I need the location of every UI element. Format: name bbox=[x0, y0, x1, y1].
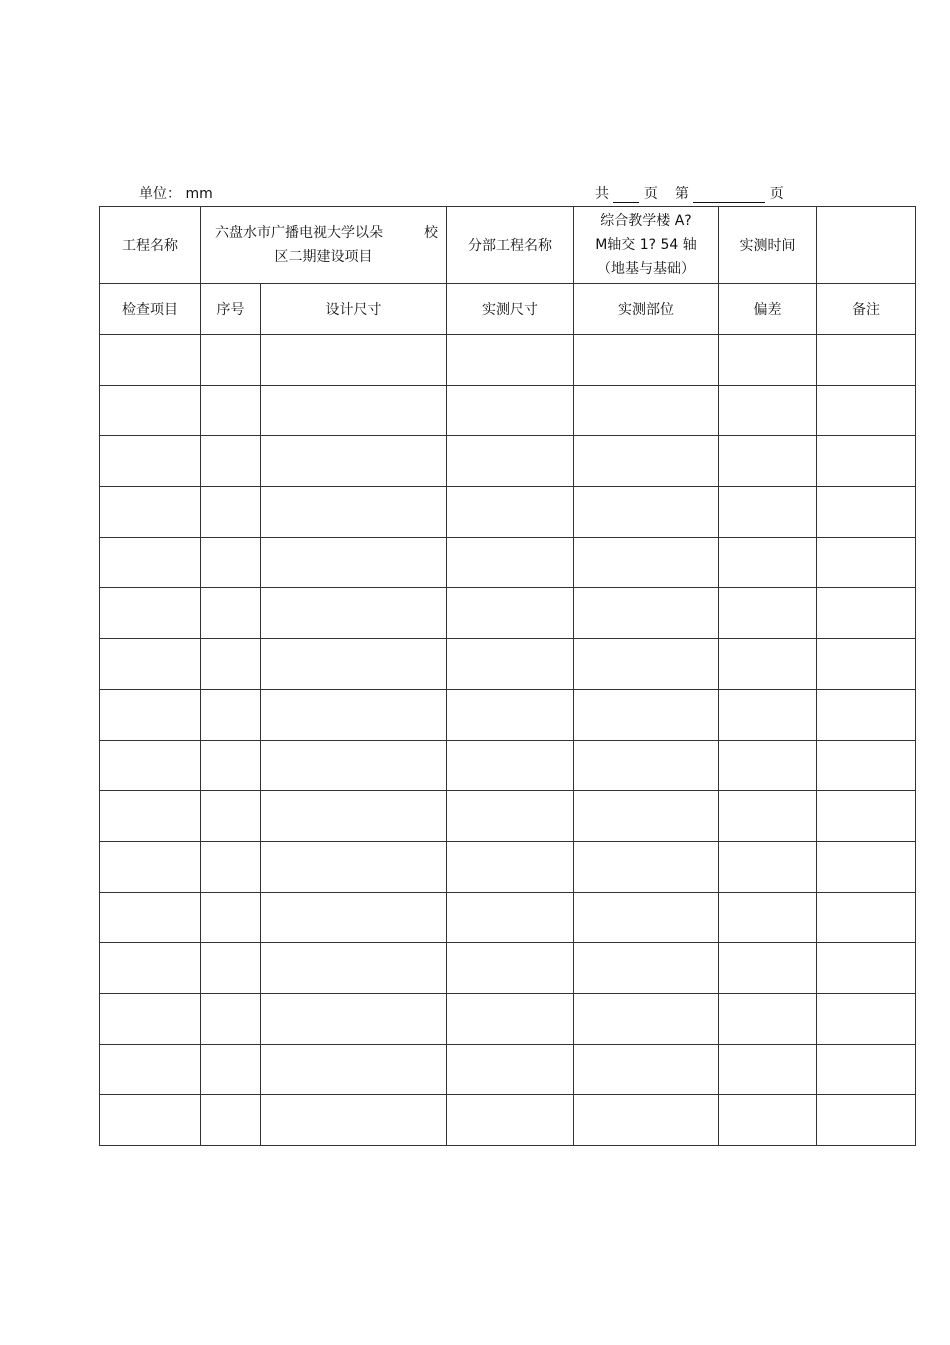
table-cell[interactable] bbox=[447, 436, 574, 487]
current-page-blank[interactable] bbox=[693, 188, 765, 203]
current-label: 第 bbox=[674, 186, 689, 202]
table-cell[interactable] bbox=[574, 841, 719, 892]
project-name-label: 工程名称 bbox=[100, 207, 201, 284]
table-cell[interactable] bbox=[261, 1095, 447, 1146]
table-cell[interactable] bbox=[447, 943, 574, 994]
table-row bbox=[100, 487, 916, 538]
table-cell[interactable] bbox=[574, 487, 719, 538]
table-cell[interactable] bbox=[574, 740, 719, 791]
total-pages-blank[interactable] bbox=[613, 188, 639, 203]
table-cell[interactable] bbox=[201, 335, 261, 386]
table-cell[interactable] bbox=[817, 1095, 916, 1146]
column-header: 备注 bbox=[817, 284, 916, 335]
project-name-line2: 区二期建设项目 bbox=[274, 249, 373, 265]
table-cell[interactable] bbox=[574, 943, 719, 994]
project-name-part2: 校 bbox=[424, 225, 438, 241]
table-cell[interactable] bbox=[817, 335, 916, 386]
table-cell[interactable] bbox=[574, 1095, 719, 1146]
table-cell[interactable] bbox=[261, 385, 447, 436]
table-cell[interactable] bbox=[817, 436, 916, 487]
table-cell[interactable] bbox=[719, 639, 817, 690]
table-cell[interactable] bbox=[447, 993, 574, 1044]
table-cell[interactable] bbox=[100, 943, 201, 994]
table-row bbox=[100, 385, 916, 436]
table-cell[interactable] bbox=[201, 841, 261, 892]
table-cell[interactable] bbox=[100, 689, 201, 740]
table-cell[interactable] bbox=[201, 689, 261, 740]
info-row bbox=[100, 207, 916, 284]
project-name-part1: 六盘水市广播电视大学以朵 bbox=[215, 225, 383, 241]
table-cell[interactable] bbox=[100, 892, 201, 943]
column-header: 偏差 bbox=[719, 284, 817, 335]
table-cell[interactable] bbox=[100, 1044, 201, 1095]
table-cell[interactable] bbox=[817, 791, 916, 842]
table-cell[interactable] bbox=[201, 639, 261, 690]
table-cell[interactable] bbox=[201, 791, 261, 842]
sub-project-value bbox=[574, 207, 719, 284]
table-cell[interactable] bbox=[719, 841, 817, 892]
table-cell[interactable] bbox=[261, 436, 447, 487]
table-cell[interactable] bbox=[447, 335, 574, 386]
table-cell[interactable] bbox=[447, 1044, 574, 1095]
table-cell[interactable] bbox=[100, 436, 201, 487]
table-cell[interactable] bbox=[261, 588, 447, 639]
table-cell[interactable] bbox=[447, 487, 574, 538]
table-cell[interactable] bbox=[201, 943, 261, 994]
table-cell[interactable] bbox=[201, 487, 261, 538]
table-cell[interactable] bbox=[100, 841, 201, 892]
table-cell[interactable] bbox=[574, 639, 719, 690]
table-cell[interactable] bbox=[201, 1095, 261, 1146]
table-cell[interactable] bbox=[201, 385, 261, 436]
table-cell[interactable] bbox=[817, 689, 916, 740]
table-cell[interactable] bbox=[261, 335, 447, 386]
measure-time-value[interactable] bbox=[817, 207, 916, 284]
table-cell[interactable] bbox=[261, 537, 447, 588]
table-cell[interactable] bbox=[817, 892, 916, 943]
table-cell[interactable] bbox=[100, 993, 201, 1044]
column-header: 检查项目 bbox=[100, 284, 201, 335]
measure-time-label: 实测时间 bbox=[719, 207, 817, 284]
table-row bbox=[100, 689, 916, 740]
table-cell[interactable] bbox=[574, 892, 719, 943]
column-header: 实测尺寸 bbox=[447, 284, 574, 335]
table-cell[interactable] bbox=[201, 1044, 261, 1095]
table-cell[interactable] bbox=[201, 588, 261, 639]
table-cell[interactable] bbox=[817, 1044, 916, 1095]
table-cell[interactable] bbox=[447, 537, 574, 588]
table-cell[interactable] bbox=[817, 385, 916, 436]
column-header: 实测部位 bbox=[574, 284, 719, 335]
table-cell[interactable] bbox=[817, 537, 916, 588]
table-cell[interactable] bbox=[261, 841, 447, 892]
column-header-row bbox=[100, 284, 916, 335]
table-cell[interactable] bbox=[719, 740, 817, 791]
table-cell[interactable] bbox=[201, 993, 261, 1044]
table-row bbox=[100, 943, 916, 994]
table-cell[interactable] bbox=[261, 740, 447, 791]
table-cell[interactable] bbox=[719, 588, 817, 639]
sub-project-line1: 综合教学楼 A? bbox=[600, 213, 692, 229]
column-header: 序号 bbox=[201, 284, 261, 335]
table-cell[interactable] bbox=[574, 993, 719, 1044]
table-cell[interactable] bbox=[261, 791, 447, 842]
table-cell[interactable] bbox=[817, 639, 916, 690]
table-cell[interactable] bbox=[201, 892, 261, 943]
table-cell[interactable] bbox=[447, 689, 574, 740]
table-row bbox=[100, 1095, 916, 1146]
table-cell[interactable] bbox=[100, 639, 201, 690]
table-row bbox=[100, 993, 916, 1044]
table-cell[interactable] bbox=[574, 689, 719, 740]
table-cell[interactable] bbox=[201, 740, 261, 791]
page-label-2: 页 bbox=[769, 186, 784, 202]
table-row bbox=[100, 639, 916, 690]
table-cell[interactable] bbox=[817, 740, 916, 791]
table-cell[interactable] bbox=[719, 892, 817, 943]
table-row bbox=[100, 791, 916, 842]
measurement-form bbox=[99, 206, 916, 1146]
sub-project-line3: （地基与基础） bbox=[597, 261, 695, 277]
table-cell[interactable] bbox=[719, 791, 817, 842]
table-cell[interactable] bbox=[447, 639, 574, 690]
table-row bbox=[100, 841, 916, 892]
table-cell[interactable] bbox=[719, 385, 817, 436]
sub-project-label: 分部工程名称 bbox=[447, 207, 574, 284]
unit-value: mm bbox=[185, 186, 213, 202]
table-cell[interactable] bbox=[447, 841, 574, 892]
table-cell[interactable] bbox=[719, 436, 817, 487]
table-row bbox=[100, 892, 916, 943]
table-row bbox=[100, 537, 916, 588]
table-row bbox=[100, 1044, 916, 1095]
unit-label-text: 单位： bbox=[139, 186, 181, 202]
column-header: 设计尺寸 bbox=[261, 284, 447, 335]
table-cell[interactable] bbox=[100, 487, 201, 538]
table-cell[interactable] bbox=[261, 689, 447, 740]
table-cell[interactable] bbox=[574, 1044, 719, 1095]
table-cell[interactable] bbox=[817, 943, 916, 994]
table-cell[interactable] bbox=[574, 335, 719, 386]
table-cell[interactable] bbox=[447, 892, 574, 943]
table-cell[interactable] bbox=[201, 436, 261, 487]
table-row bbox=[100, 335, 916, 386]
table-cell[interactable] bbox=[574, 588, 719, 639]
table-cell[interactable] bbox=[261, 892, 447, 943]
table-row bbox=[100, 588, 916, 639]
table-cell[interactable] bbox=[447, 740, 574, 791]
table-cell[interactable] bbox=[574, 791, 719, 842]
table-cell[interactable] bbox=[261, 1044, 447, 1095]
table-cell[interactable] bbox=[817, 588, 916, 639]
table-cell[interactable] bbox=[261, 639, 447, 690]
table-cell[interactable] bbox=[447, 1095, 574, 1146]
table-cell[interactable] bbox=[447, 385, 574, 436]
table-cell[interactable] bbox=[100, 335, 201, 386]
table-cell[interactable] bbox=[574, 436, 719, 487]
table-cell[interactable] bbox=[574, 385, 719, 436]
table-cell[interactable] bbox=[201, 537, 261, 588]
unit-label bbox=[139, 183, 213, 203]
table-cell[interactable] bbox=[447, 791, 574, 842]
table-cell[interactable] bbox=[719, 943, 817, 994]
table-cell[interactable] bbox=[447, 588, 574, 639]
table-cell[interactable] bbox=[719, 1044, 817, 1095]
table-cell[interactable] bbox=[719, 537, 817, 588]
table-row bbox=[100, 436, 916, 487]
table-cell[interactable] bbox=[719, 335, 817, 386]
project-name-value bbox=[201, 207, 447, 284]
page-label: 页 bbox=[643, 186, 658, 202]
table-cell[interactable] bbox=[719, 487, 817, 538]
table-cell[interactable] bbox=[261, 943, 447, 994]
table-cell[interactable] bbox=[719, 993, 817, 1044]
table-cell[interactable] bbox=[261, 487, 447, 538]
table-cell[interactable] bbox=[100, 537, 201, 588]
table-cell[interactable] bbox=[574, 537, 719, 588]
table-cell[interactable] bbox=[100, 740, 201, 791]
table-cell[interactable] bbox=[817, 487, 916, 538]
table-cell[interactable] bbox=[100, 791, 201, 842]
sub-project-line2: M轴交 1? 54 轴 bbox=[595, 237, 697, 253]
total-label: 共 bbox=[595, 186, 609, 202]
table-cell[interactable] bbox=[817, 993, 916, 1044]
table-cell[interactable] bbox=[100, 385, 201, 436]
table-cell[interactable] bbox=[719, 1095, 817, 1146]
table-row bbox=[100, 740, 916, 791]
table-cell[interactable] bbox=[817, 841, 916, 892]
table-cell[interactable] bbox=[100, 1095, 201, 1146]
table-cell[interactable] bbox=[261, 993, 447, 1044]
table-cell[interactable] bbox=[100, 588, 201, 639]
page-counter bbox=[595, 183, 784, 203]
table-cell[interactable] bbox=[719, 689, 817, 740]
